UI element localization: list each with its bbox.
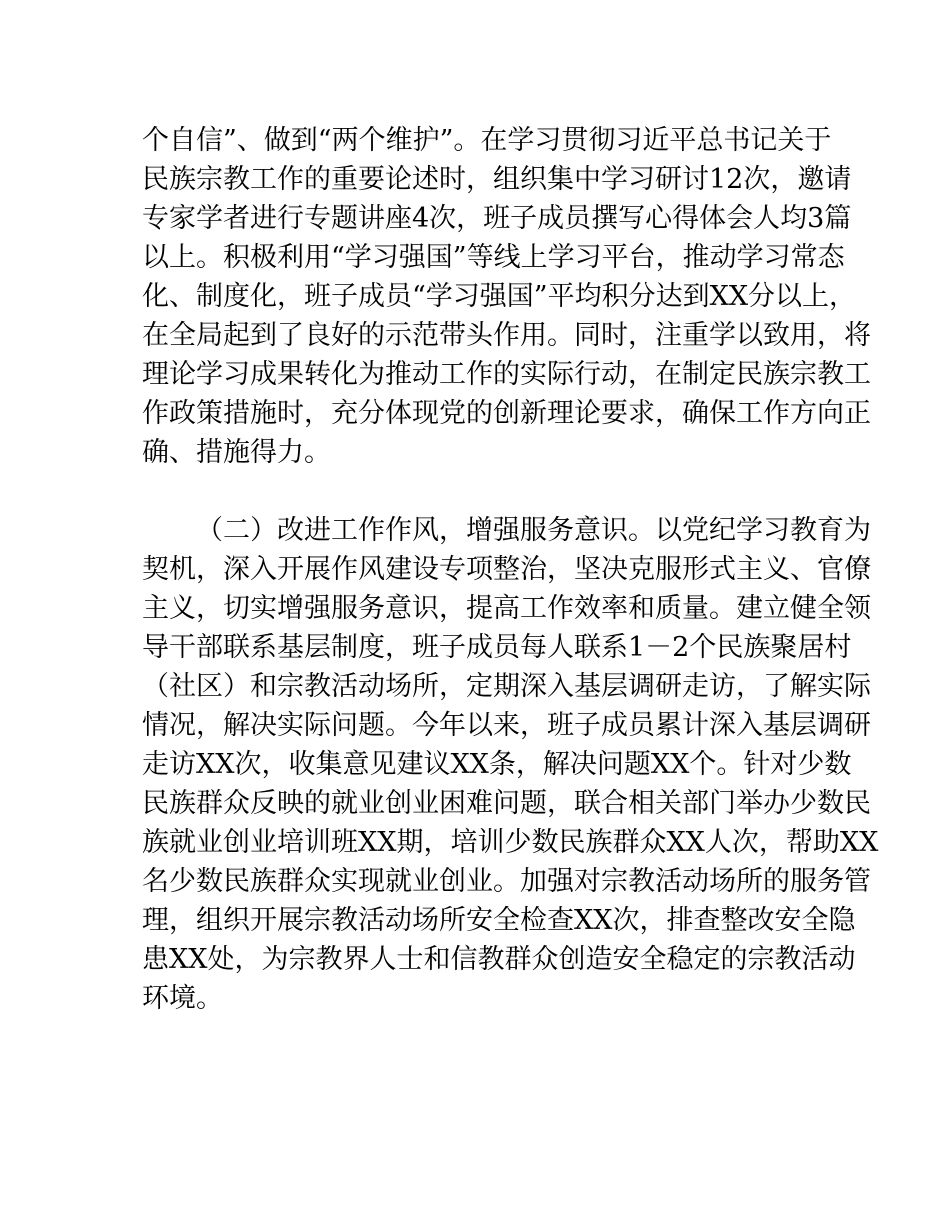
paragraph-1-line-2: 民族宗教工作的重要论述时，组织集中学习研讨12次，邀请 <box>142 164 852 195</box>
paragraph-2-line-11: 理，组织开展宗教活动场所安全检查XX次，排查整改安全隐 <box>142 905 856 936</box>
paragraph-1-line-9: 确、措施得力。 <box>142 437 331 468</box>
paragraph-1-line-7: 理论学习成果转化为推动工作的实际行动，在制定民族宗教工 <box>142 359 871 390</box>
paragraph-2-line-1: （二）改进工作作风，增强服务意识。以党纪学习教育为 <box>196 515 871 546</box>
paragraph-1-line-1: 个自信”、做到“两个维护”。在学习贯彻习近平总书记关于 <box>142 125 832 156</box>
paragraph-1-line-5: 化、制度化，班子成员“学习强国”平均积分达到XX分以上， <box>142 281 857 312</box>
paragraph-2-line-3: 主义，切实增强服务意识，提高工作效率和质量。建立健全领 <box>142 593 871 624</box>
paragraph-1-line-3: 专家学者进行专题讲座4次，班子成员撰写心得体会人均3篇 <box>142 203 852 234</box>
paragraph-2-line-10: 名少数民族群众实现就业创业。加强对宗教活动场所的服务管 <box>142 866 871 897</box>
paragraph-2-line-13: 环境。 <box>142 983 223 1014</box>
paragraph-2-line-6: 情况，解决实际问题。今年以来，班子成员累计深入基层调研 <box>142 710 871 741</box>
paragraph-2-line-5: （社区）和宗教活动场所，定期深入基层调研走访，了解实际 <box>142 671 871 702</box>
paragraph-1-line-6: 在全局起到了良好的示范带头作用。同时，注重学以致用，将 <box>142 320 871 351</box>
paragraph-1-line-4: 以上。积极利用“学习强国”等线上学习平台，推动学习常态 <box>142 242 845 273</box>
paragraph-1-line-8: 作政策措施时，充分体现党的创新理论要求，确保工作方向正 <box>142 398 871 429</box>
paragraph-2-line-4: 导干部联系基层制度，班子成员每人联系1－2个民族聚居村 <box>142 632 852 663</box>
paragraph-2-line-9: 族就业创业培训班XX期，培训少数民族群众XX人次，帮助XX <box>142 827 879 858</box>
paragraph-2-line-12: 患XX处，为宗教界人士和信教群众创造安全稳定的宗教活动 <box>142 944 856 975</box>
paragraph-2-line-2: 契机，深入开展作风建设专项整治，坚决克服形式主义、官僚 <box>142 554 871 585</box>
paragraph-2-line-7: 走访XX次，收集意见建议XX条，解决问题XX个。针对少数 <box>142 749 852 780</box>
paragraph-2-line-8: 民族群众反映的就业创业困难问题，联合相关部门举办少数民 <box>142 788 871 819</box>
